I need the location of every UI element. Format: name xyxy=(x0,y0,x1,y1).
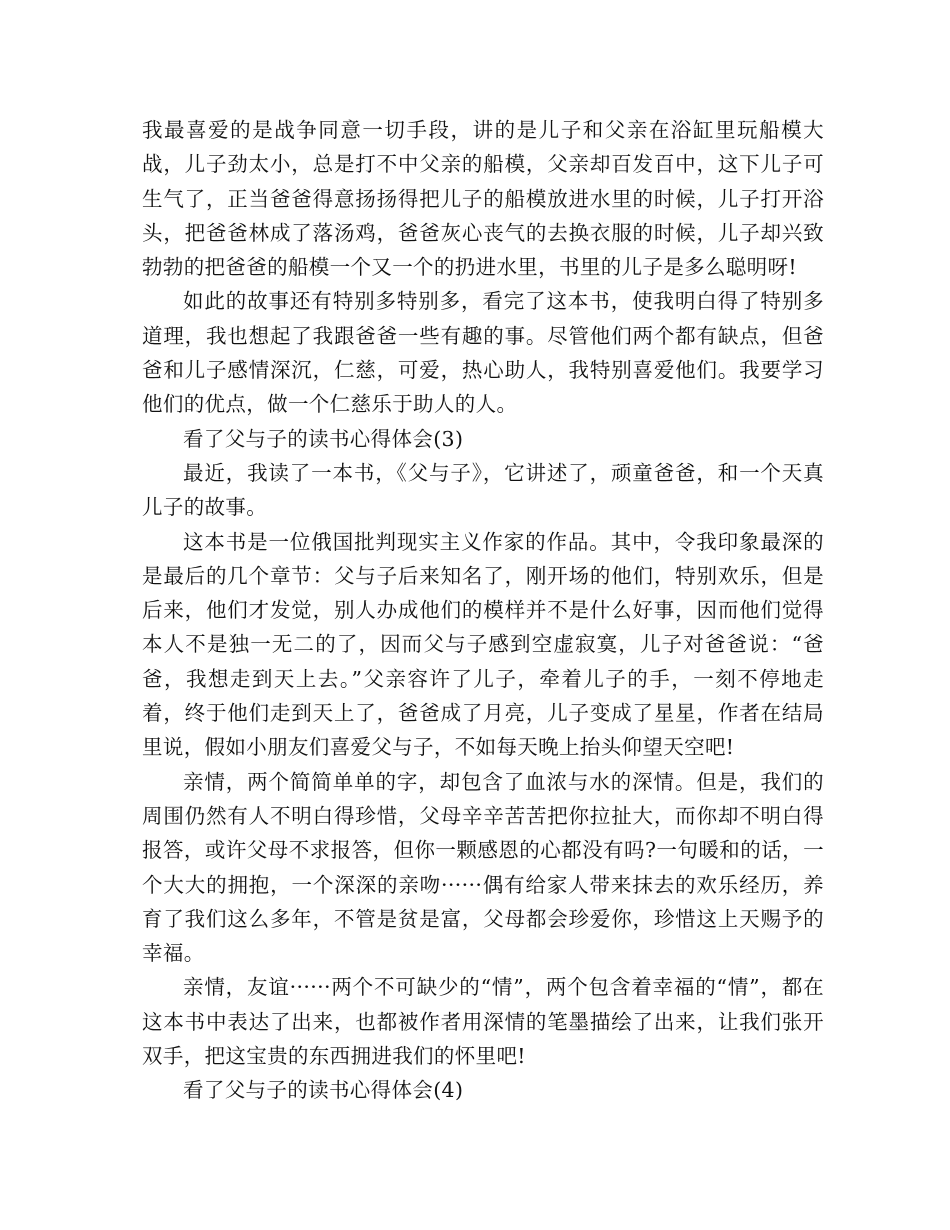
paragraph-last-chapters: 这本书是一位俄国批判现实主义作家的作品。其中，令我印象最深的是最后的几个章节：父与子后来知名了，刚开场的他们，特别欢乐，但是后来，他们才发觉，别人办成他们的模样并不是什么好事，因而他们觉得本人不是独一无二的了，因而父与子感到空虚寂寞，儿子对爸爸说：“爸爸，我想走到天上去。”父亲容许了儿子，牵着儿子的手，一刻不停地走着，终于他们走到天上了，爸爸成了月亮，儿子变成了星星，作者在结局里说，假如小朋友们喜爱父与子，不如每天晚上抬头仰望天空吧! xyxy=(142,529,824,760)
paragraph-reflection: 如此的故事还有特别多特别多，看完了这本书，使我明白得了特别多道理，我也想起了我跟爸爸一些有趣的事。尽管他们两个都有缺点，但爸爸和儿子感情深沉，仁慈，可爱，热心助人，我特别喜爱他们。我要学习他们的优点，做一个仁慈乐于助人的人。 xyxy=(142,289,824,417)
paragraph-closing: 亲情，友谊······两个不可缺少的“情”，两个包含着幸福的“情”，都在这本书中表达了出来，也都被作者用深情的笔墨描绘了出来，让我们张开双手，把这宝贵的东西拥进我们的怀里吧! xyxy=(142,975,824,1069)
paragraph-intro-book: 最近，我读了一本书，《父与子》，它讲述了，顽童爸爸，和一个天真儿子的故事。 xyxy=(142,460,824,520)
paragraph-family-love: 亲情，两个简简单单的字，却包含了血浓与水的深情。但是，我们的周围仍然有人不明白得珍惜，父母辛辛苦苦把你拉扯大，而你却不明白得报答，或许父母不求报答，但你一颗感恩的心都没有吗?一句暖和的话，一个大大的拥抱，一个深深的亲吻······偶有给家人带来抹去的欢乐经历，养育了我们这么多年，不管是贫是富，父母都会珍爱你，珍惜这上天赐予的幸福。 xyxy=(142,769,824,966)
paragraph-battle-story: 我最喜爱的是战争同意一切手段，讲的是儿子和父亲在浴缸里玩船模大战，儿子劲太小，总是打不中父亲的船模，父亲却百发百中，这下儿子可生气了，正当爸爸得意扬扬得把儿子的船模放进水里的时候，儿子打开浴头，把爸爸林成了落汤鸡，爸爸灰心丧气的去换衣服的时候，儿子却兴致勃勃的把爸爸的船模一个又一个的扔进水里，书里的儿子是多么聪明呀! xyxy=(142,118,824,280)
section-heading-3: 看了父与子的读书心得体会(3) xyxy=(183,426,464,451)
section-heading-4: 看了父与子的读书心得体会(4) xyxy=(183,1078,464,1103)
document-body xyxy=(142,113,824,1108)
